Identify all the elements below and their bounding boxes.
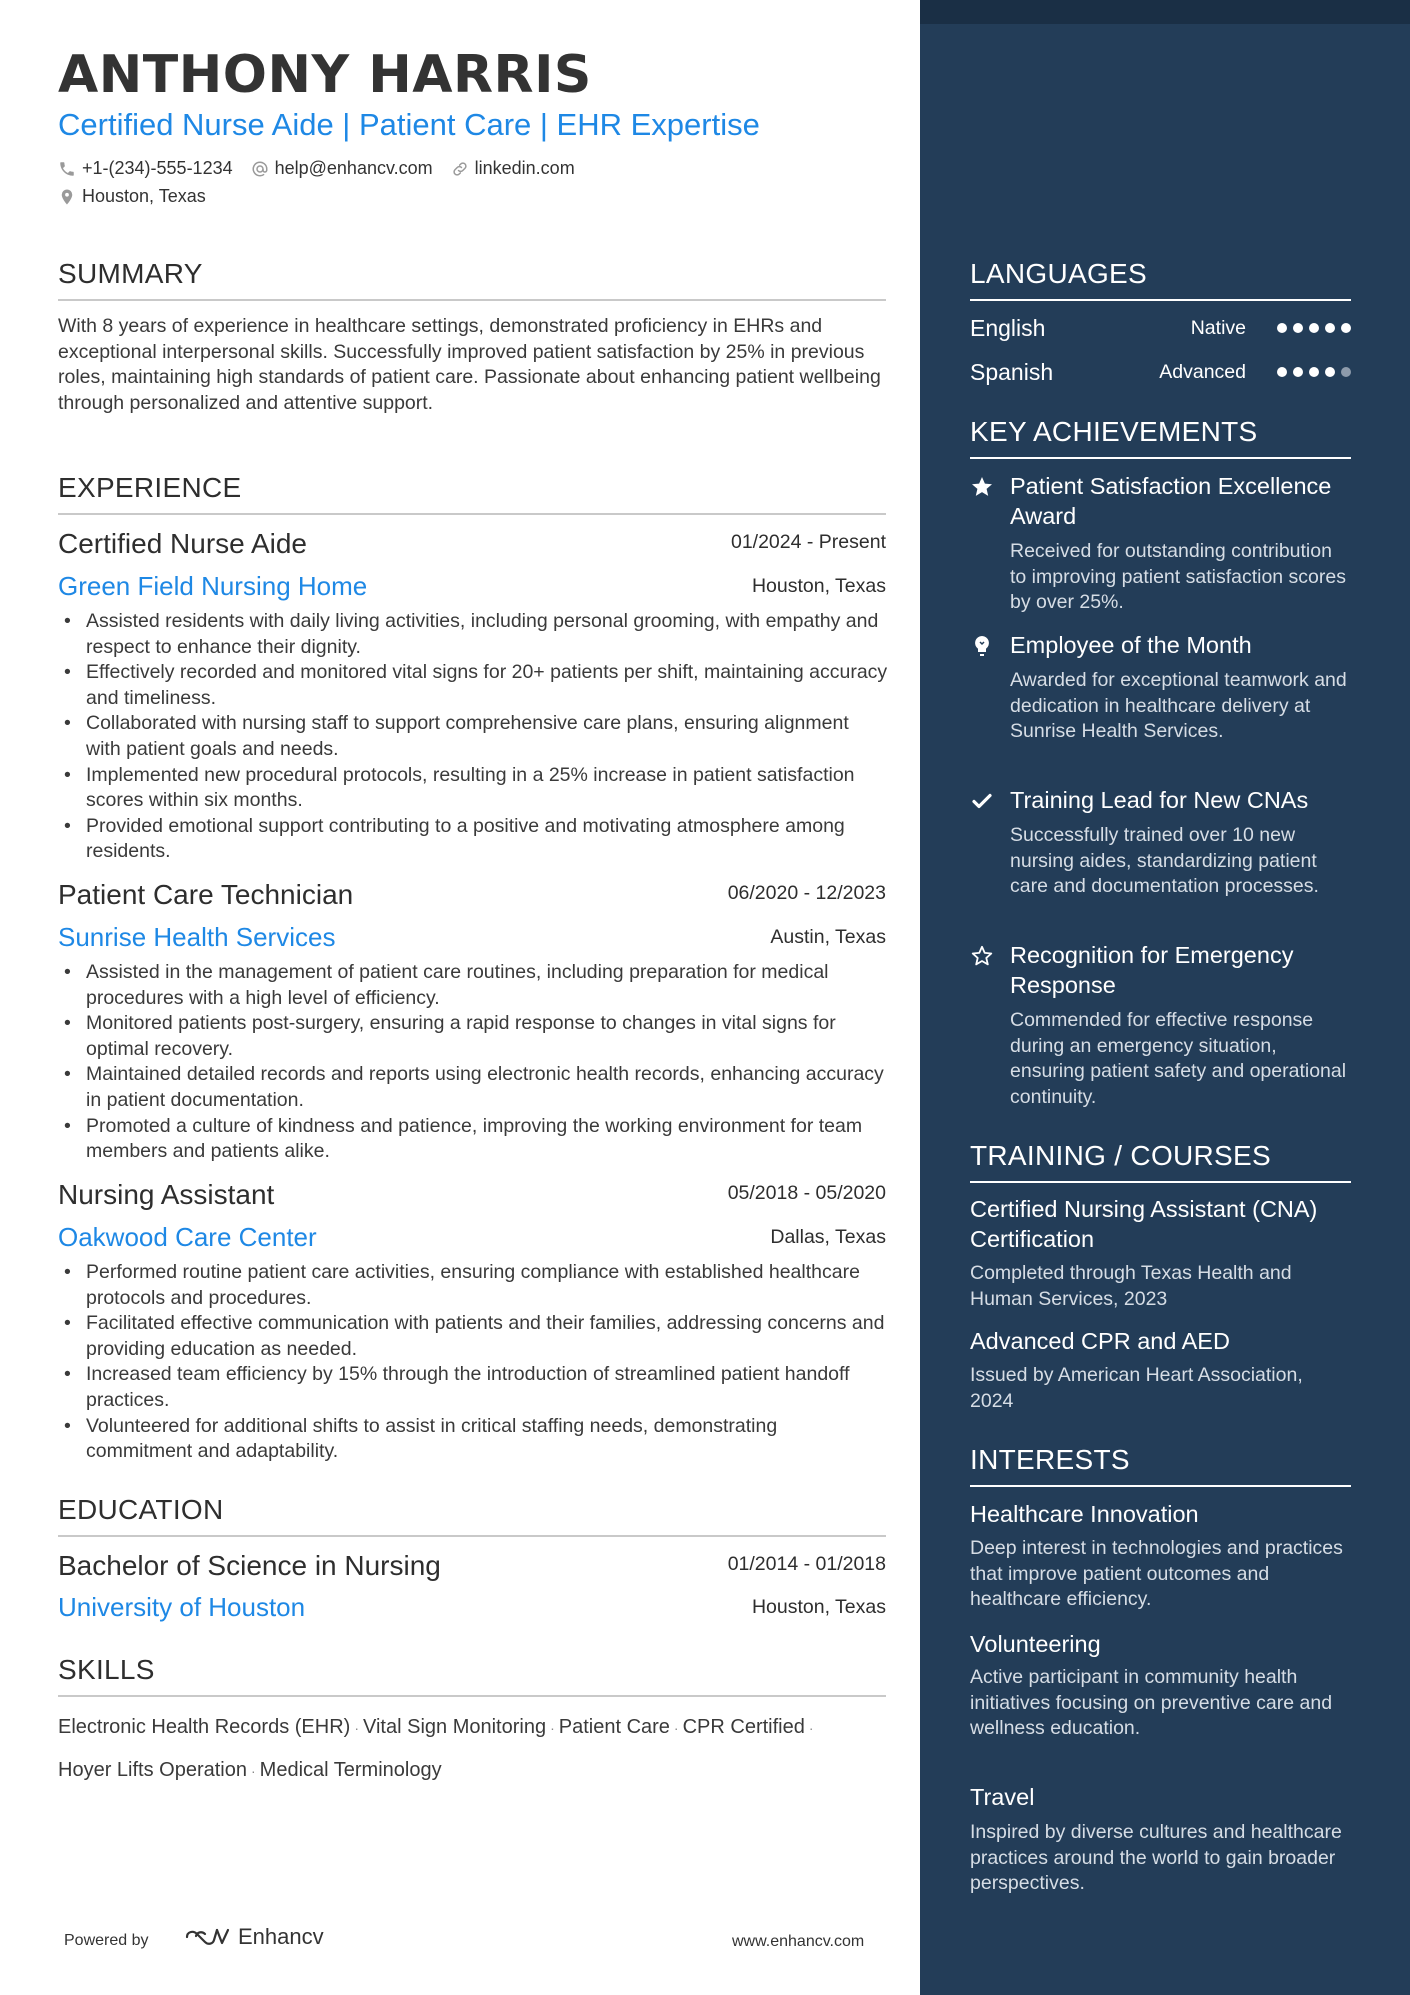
summary-heading: SUMMARY (58, 257, 886, 301)
sidebar-top-band (920, 0, 1410, 24)
phone-text: +1-(234)-555-1234 (82, 158, 233, 178)
achievement-title: Recognition for Emergency Response (1010, 942, 1294, 998)
training-desc: Completed through Texas Health and Human Services, 2023 (970, 1262, 1292, 1310)
language-row (970, 357, 1351, 387)
skill-item: CPR Certified (682, 1716, 805, 1738)
link-icon (451, 160, 469, 178)
skill-item: Electronic Health Records (EHR) (58, 1716, 351, 1738)
education-degree: Bachelor of Science in Nursing (58, 1550, 441, 1581)
powered-by-label: Powered by (64, 1932, 149, 1949)
education-dates: 01/2014 - 01/2018 (727, 1553, 886, 1575)
job-company[interactable]: Oakwood Care Center (58, 1222, 317, 1252)
interest-desc: Active participant in community health initiatives focusing on preventive care and wellness education. (970, 1666, 1333, 1740)
checkmark-icon (970, 789, 994, 813)
at-icon (251, 160, 269, 178)
job-bullet: • Assisted residents with daily living activities, including personal grooming, with empathy and respect to enhance their dignity. (58, 609, 888, 660)
rating-dot (1341, 323, 1351, 333)
interest-desc: Deep interest in technologies and practices that improve patient outcomes and healthcare efficiency. (970, 1537, 1343, 1611)
job-bullets (58, 1260, 888, 1465)
achievements-heading: KEY ACHIEVEMENTS (970, 415, 1351, 459)
job-bullet: • Assisted in the management of patient care routines, including preparation for medical procedures with a high level of efficiency. (58, 960, 888, 1011)
job-dates: 01/2024 - Present (730, 531, 886, 553)
job-company[interactable]: Green Field Nursing Home (58, 571, 368, 601)
job-bullet: • Effectively recorded and monitored vital signs for 20+ patients per shift, maintaining accuracy and timeliness. (58, 660, 888, 711)
rating-dot (1293, 323, 1303, 333)
separator-dot: · (250, 1763, 256, 1779)
language-rating (1277, 367, 1351, 377)
achievement-title: Training Lead for New CNAs (1010, 787, 1309, 813)
separator-dot: · (673, 1720, 679, 1736)
job-bullets (58, 609, 888, 865)
job-bullet: • Implemented new procedural protocols, resulting in a 25% increase in patient satisfaction scores within six months. (58, 763, 888, 814)
achievement-title: Employee of the Month (1010, 632, 1252, 658)
education-school[interactable]: University of Houston (58, 1592, 306, 1622)
job-bullet: • Promoted a culture of kindness and patience, improving the working environment for team members and patients alike. (58, 1114, 888, 1165)
job-dates: 05/2018 - 05/2020 (727, 1182, 886, 1204)
rating-dot (1277, 367, 1287, 377)
language-rating (1277, 323, 1351, 333)
job-location: Dallas, Texas (770, 1226, 886, 1248)
contact-location (58, 186, 206, 207)
job-bullet: • Provided emotional support contributing to a positive and motivating atmosphere among residents. (58, 814, 888, 865)
interests-heading: INTERESTS (970, 1443, 1351, 1487)
skill-item: Vital Sign Monitoring (363, 1716, 547, 1738)
achievement-desc: Commended for effective response during an emergency situation, ensuring patient safety and operational continuity. (1010, 1009, 1347, 1108)
job-bullet: • Performed routine patient care activities, ensuring compliance with established healthcare protocols and procedures. (58, 1260, 888, 1311)
achievement-desc: Awarded for exceptional teamwork and dedication in healthcare delivery at Sunrise Health Services. (1010, 669, 1347, 743)
job-bullet: • Maintained detailed records and reports using electronic health records, enhancing accuracy in patient documentation. (58, 1062, 888, 1113)
bulb-icon (970, 634, 994, 658)
enhancv-brand: Enhancv (238, 1924, 324, 1949)
experience-heading: EXPERIENCE (58, 471, 886, 515)
contact-linkedin[interactable] (451, 158, 575, 179)
training-heading: TRAINING / COURSES (970, 1139, 1351, 1183)
location-text: Houston, Texas (82, 186, 206, 206)
footer-website[interactable]: www.enhancv.com (732, 1933, 865, 1950)
language-row (970, 313, 1351, 343)
rating-dot (1325, 367, 1335, 377)
phone-icon (58, 160, 76, 178)
job-location: Austin, Texas (770, 926, 886, 948)
interest-title: Healthcare Innovation (970, 1501, 1199, 1527)
language-level: Native (1190, 317, 1246, 339)
skill-item: Hoyer Lifts Operation (58, 1759, 247, 1781)
job-title: Nursing Assistant (58, 1179, 275, 1210)
achievement-title: Patient Satisfaction Excellence Award (1010, 473, 1332, 529)
job-dates: 06/2020 - 12/2023 (727, 882, 886, 904)
job-bullet: • Collaborated with nursing staff to support comprehensive care plans, ensuring alignment with patient goals and needs. (58, 711, 888, 762)
achievement-desc: Successfully trained over 10 new nursing aides, standardizing patient care and documentation processes. (1010, 824, 1319, 898)
training-title: Certified Nursing Assistant (CNA) Certification (970, 1196, 1318, 1252)
language-name: Spanish (970, 359, 1054, 385)
rating-dot (1293, 367, 1303, 377)
candidate-name: ANTHONY HARRIS (58, 45, 592, 105)
achievement-desc: Received for outstanding contribution to improving patient satisfaction scores by over 25%. (1010, 540, 1346, 614)
job-company[interactable]: Sunrise Health Services (58, 922, 336, 952)
training-desc: Issued by American Heart Association, 2024 (970, 1364, 1303, 1412)
job-title: Certified Nurse Aide (58, 528, 308, 559)
linkedin-text: linkedin.com (474, 158, 575, 178)
skills-list (58, 1706, 908, 1792)
location-pin-icon (58, 188, 76, 206)
contact-row (58, 158, 575, 179)
separator-dot: · (550, 1720, 555, 1736)
job-title: Patient Care Technician (58, 879, 354, 910)
contact-phone[interactable] (58, 158, 233, 179)
job-bullet: • Volunteered for additional shifts to assist in critical staffing needs, demonstrating commitment and adaptability. (58, 1414, 888, 1465)
rating-dot (1325, 323, 1335, 333)
interest-title: Travel (970, 1784, 1035, 1810)
job-bullets (58, 960, 888, 1165)
headline: Certified Nurse Aide | Patient Care | EHR Expertise (58, 107, 760, 142)
job-bullet: • Increased team efficiency by 15% through the introduction of streamlined patient handoff practices. (58, 1362, 888, 1413)
separator-dot: · (808, 1720, 814, 1736)
rating-dot (1309, 323, 1319, 333)
interest-title: Volunteering (970, 1631, 1101, 1657)
languages-heading: LANGUAGES (970, 257, 1351, 301)
skill-item: Medical Terminology (259, 1759, 442, 1781)
email-text: help@enhancv.com (274, 158, 433, 178)
education-location: Houston, Texas (751, 1596, 886, 1618)
contact-location-row (58, 186, 206, 207)
rating-dot (1309, 367, 1319, 377)
education-heading: EDUCATION (58, 1493, 886, 1537)
skills-heading: SKILLS (58, 1653, 886, 1697)
contact-email[interactable] (251, 158, 433, 179)
enhancv-logo[interactable] (184, 1924, 324, 1950)
language-name: English (970, 315, 1046, 341)
summary-text: With 8 years of experience in healthcare settings, demonstrated proficiency in EHRs and exceptional interpersonal skills. Successfully improved patient satisfaction by 25% in previous roles, maintaining high standards of patient care. Passionate about enhancing patient wellbeing through personalized and attentive support. (58, 315, 881, 414)
rating-dot (1277, 323, 1287, 333)
skill-item: Patient Care (558, 1716, 670, 1738)
rating-dot (1341, 367, 1351, 377)
job-location: Houston, Texas (751, 575, 886, 597)
job-bullet: • Facilitated effective communication with patients and their families, addressing concerns and providing education as needed. (58, 1311, 888, 1362)
star-filled-icon (970, 475, 994, 499)
job-bullet: • Monitored patients post-surgery, ensuring a rapid response to changes in vital signs for optimal recovery. (58, 1011, 888, 1062)
separator-dot: · (354, 1720, 359, 1736)
training-title: Advanced CPR and AED (970, 1328, 1230, 1354)
language-level: Advanced (1159, 361, 1246, 383)
sidebar (920, 0, 1410, 1995)
interest-desc: Inspired by diverse cultures and healthcare practices around the world to gain broader perspectives. (970, 1821, 1342, 1895)
enhancv-logo-icon (184, 1925, 230, 1949)
star-outline-icon (970, 944, 994, 968)
